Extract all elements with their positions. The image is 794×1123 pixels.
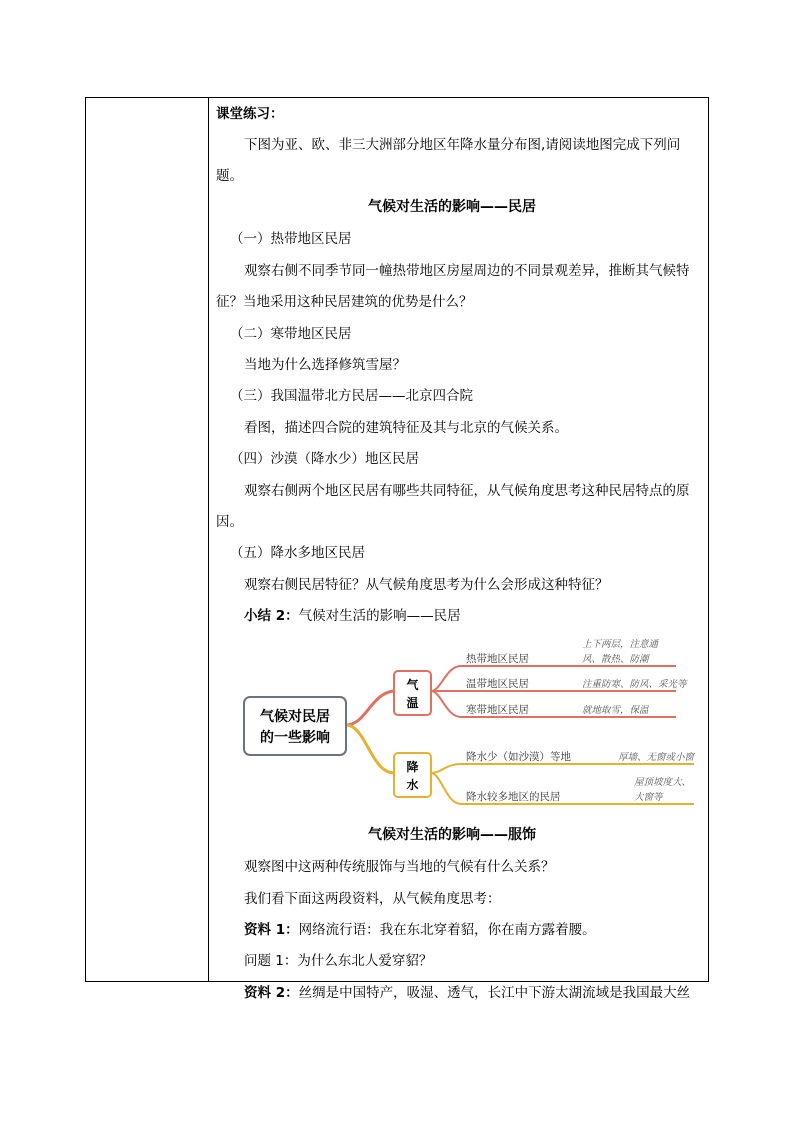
center-node-label-2: 的一些影响	[260, 730, 330, 746]
branch-line-dry	[431, 764, 694, 773]
center-node-label-1: 气候对民居	[260, 709, 330, 725]
branch-frigid-label: 寒带地区民居	[466, 704, 529, 716]
desert-text: 观察右侧两个地区民居有哪些共同特征，从气候角度思考这种民居特点的原	[244, 483, 690, 499]
material-1-text: 网络流行语：我在东北穿着貂，你在南方露着腰。	[298, 922, 596, 938]
connector-center-temp	[346, 691, 394, 725]
intro-text: 下图为亚、欧、非三大洲部分地区年降水量分布图,请阅读地图完成下列问	[244, 137, 681, 153]
branch-dry-note: 厚墙、无窗或小窗	[618, 752, 695, 763]
summary-label: 小结 2：	[244, 608, 299, 624]
summary-line	[244, 606, 461, 626]
climate-housing-mindmap	[236, 633, 696, 813]
branch-tropical-note-2: 风、散热、防潮	[582, 654, 649, 665]
temperature-node-label-1: 气	[406, 678, 419, 692]
branch-wet-note-2: 大窗等	[634, 792, 663, 803]
material-2-text: 丝绸是中国特产，吸湿、透气，长江中下游太湖流域是我国最大丝	[298, 985, 691, 1001]
clothing-prompt: 我们看下面这两段资料，从气候角度思考：	[244, 891, 501, 907]
summary-text: 气候对生活的影响——民居	[298, 608, 461, 624]
subheading-rainy: （五）降水多地区民居	[230, 545, 365, 561]
branch-tropical-note-1: 上下两层，注意通	[582, 639, 659, 650]
branch-dry-label: 降水少（如沙漠）等地	[466, 751, 571, 763]
section-title-housing: 气候对生活的影响——民居	[368, 199, 536, 215]
branch-temperate-note: 注重防寒、防风、采光等	[582, 679, 687, 690]
center-node	[244, 697, 346, 755]
column-divider	[208, 98, 209, 981]
subheading-tropical: （一）热带地区民居	[230, 231, 352, 247]
branch-temperate-label: 温带地区民居	[466, 678, 529, 690]
material-1	[244, 920, 596, 940]
clothing-text: 观察图中这两种传统服饰与当地的气候有什么关系？	[244, 859, 555, 875]
material-2	[244, 983, 690, 1003]
precipitation-node-label-1: 降	[406, 760, 419, 774]
material-2-label: 资料 2：	[244, 985, 299, 1001]
precipitation-node-label-2: 水	[406, 778, 419, 792]
section-title-clothing: 气候对生活的影响——服饰	[368, 827, 536, 843]
exercise-label: 课堂练习：	[216, 106, 284, 122]
material-1-label: 资料 1：	[244, 922, 299, 938]
branch-wet-note-1: 屋顶坡度大、	[634, 777, 692, 788]
branch-frigid-note: 就地取雪，保温	[582, 705, 649, 716]
intro-text-cont: 题。	[216, 168, 243, 184]
frigid-text: 当地为什么选择修筑雪屋？	[244, 357, 406, 373]
desert-text-cont: 因。	[216, 514, 243, 530]
temperate-text: 看图，描述四合院的建筑特征及其与北京的气候关系。	[244, 420, 568, 436]
content-table	[85, 97, 709, 1001]
subheading-frigid: （二）寒带地区民居	[230, 326, 352, 342]
branch-wet-label: 降水较多地区的民居	[466, 791, 561, 803]
question-1: 问题 1：为什么东北人爱穿貂？	[244, 953, 433, 969]
rainy-text: 观察右侧民居特征？从气候角度思考为什么会形成这种特征？	[244, 577, 609, 593]
subheading-desert: （四）沙漠（降水少）地区民居	[230, 451, 419, 467]
subheading-temperate: （三）我国温带北方民居——北京四合院	[230, 388, 473, 404]
tropical-text: 观察右侧不同季节同一幢热带地区房屋周边的不同景观差异，推断其气候特	[244, 263, 690, 279]
tropical-text-cont: 征？当地采用这种民居建筑的优势是什么？	[216, 294, 473, 310]
branch-tropical-label: 热带地区民居	[466, 653, 529, 665]
connector-center-rain	[346, 725, 394, 773]
temperature-node-label-2: 温	[406, 696, 419, 710]
